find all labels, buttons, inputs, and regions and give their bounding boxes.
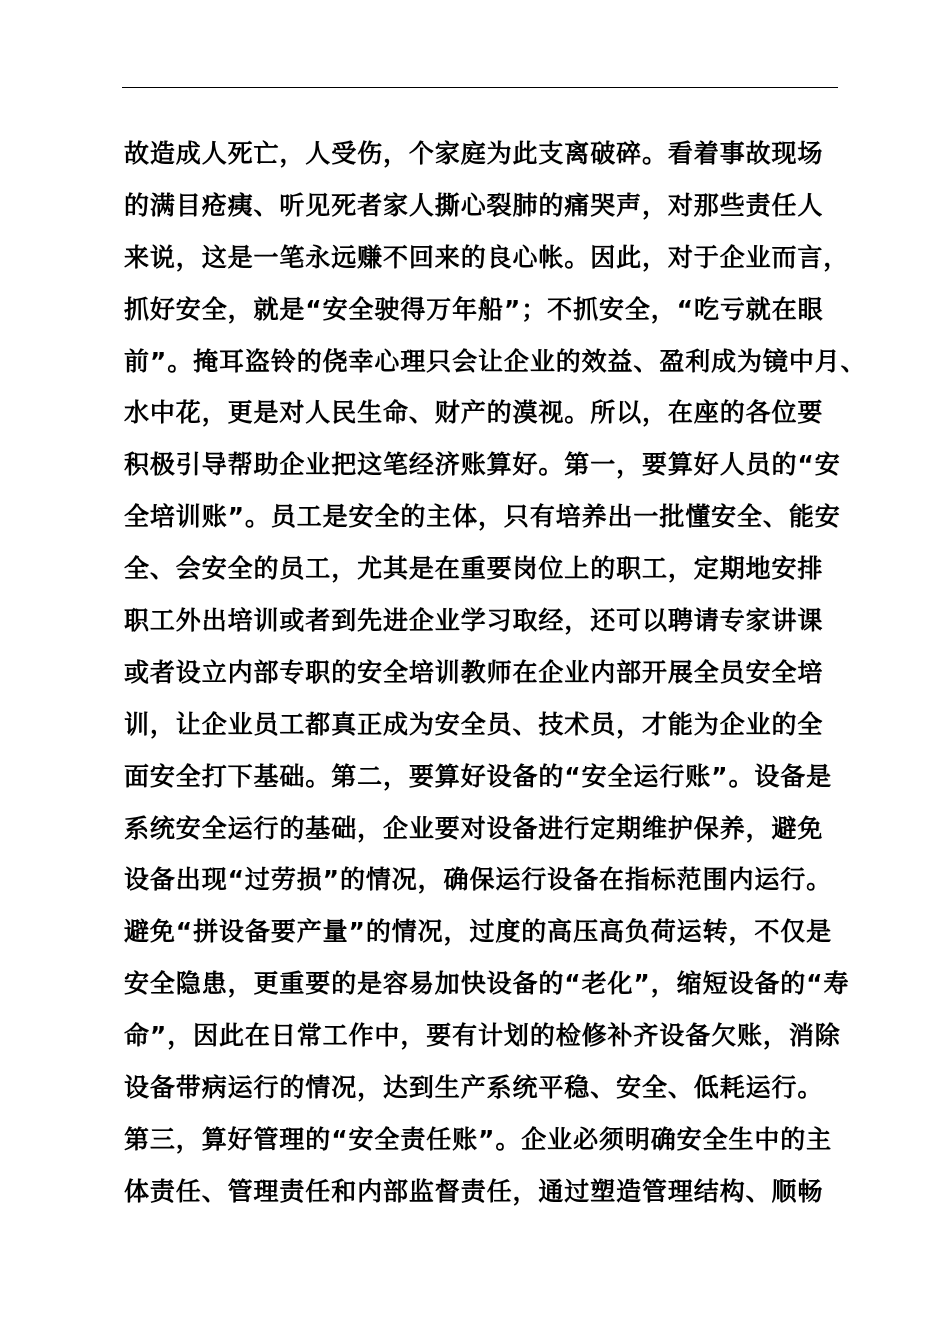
text-line: 的满目疮痍、听见死者家人撕心裂肺的痛哭声，对那些责任人: [124, 190, 824, 220]
text-line: 故造成人死亡，人受伤，个家庭为此支离破碎。看着事故现场: [124, 139, 824, 168]
text-line: 前”。掩耳盗铃的侥幸心理只会让企业的效益、盈利成为镜中月、: [124, 346, 867, 376]
text-line: 设备带病运行的情况，达到生产系统平稳、安全、低耗运行。: [124, 1073, 824, 1103]
text-line: 系统安全运行的基础，企业要对设备进行定期维护保养，避免: [124, 813, 824, 843]
text-line: 全、会安全的员工，尤其是在重要岗位上的职工，定期地安排: [124, 554, 824, 584]
text-line: 面安全打下基础。第二，要算好设备的“安全运行账”。设备是: [124, 761, 833, 791]
text-line: 或者设立内部专职的安全培训教师在企业内部开展全员安全培: [124, 657, 824, 687]
text-line: 全培训账”。员工是安全的主体，只有培养出一批懂安全、能安: [124, 502, 841, 532]
text-line: 避免“拼设备要产量”的情况，过度的高压高负荷运转，不仅是: [124, 917, 833, 947]
body-text: [124, 128, 884, 1218]
text-line: 积极引导帮助企业把这笔经济账算好。第一，要算好人员的“安: [124, 450, 841, 480]
text-line: 来说，这是一笔永远赚不回来的良心帐。因此，对于企业而言，: [124, 242, 850, 272]
text-line: 第三，算好管理的“安全责任账”。企业必须明确安全生中的主: [124, 1124, 833, 1154]
text-line: 职工外出培训或者到先进企业学习取经，还可以聘请专家讲课: [124, 606, 824, 636]
header-rule: [122, 87, 838, 88]
text-line: 抓好安全，就是“安全驶得万年船”；不抓安全，“吃亏就在眼: [124, 294, 824, 324]
text-line: 水中花，更是对人民生命、财产的漠视。所以，在座的各位要: [124, 398, 824, 428]
text-line: 训，让企业员工都真正成为安全员、技术员，才能为企业的全: [124, 709, 824, 739]
text-line: 体责任、管理责任和内部监督责任，通过塑造管理结构、顺畅: [124, 1176, 824, 1206]
text-line: 设备出现“过劳损”的情况，确保运行设备在指标范围内运行。: [124, 865, 833, 895]
text-line: 命”，因此在日常工作中，要有计划的检修补齐设备欠账，消除: [124, 1021, 841, 1051]
text-line: 安全隐患，更重要的是容易加快设备的“老化”，缩短设备的“寿: [124, 969, 850, 999]
